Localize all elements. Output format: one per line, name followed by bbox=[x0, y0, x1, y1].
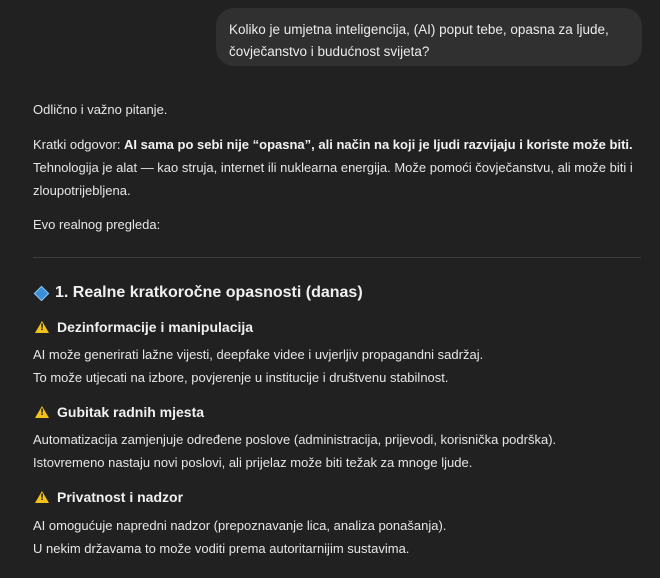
subsection-line: AI omogućuje napredni nadzor (prepoznavanje lica, analiza ponašanja). bbox=[33, 518, 447, 533]
short-answer-label: Kratki odgovor: bbox=[33, 137, 125, 152]
subsection-heading bbox=[33, 401, 204, 423]
section-heading bbox=[33, 280, 363, 306]
user-message-line: Koliko je umjetna inteligencija, (AI) poput tebe, opasna za ljude, bbox=[229, 22, 609, 37]
short-answer-rest: Tehnologija je alat — kao struja, internet ili nuklearna energija. Može pomoći čovječanstvu, ali može biti i zloupotrijebljena. bbox=[33, 160, 633, 198]
subsection-heading bbox=[33, 486, 183, 508]
subsection-heading bbox=[33, 316, 253, 338]
subsection-line: AI može generirati lažne vijesti, deepfake videe i uvjerljiv propagandni sadržaj. bbox=[33, 347, 484, 362]
warning-icon bbox=[35, 406, 49, 418]
intro-paragraph: Odlično i važno pitanje. bbox=[33, 102, 168, 117]
subsection-heading-text: Gubitak radnih mjesta bbox=[57, 404, 205, 420]
overview-paragraph: Evo realnog pregleda: bbox=[33, 217, 161, 232]
section-divider bbox=[33, 257, 641, 258]
subsection-line: Automatizacija zamjenjuje određene poslove (administracija, prijevodi, korisnička podrška). bbox=[33, 432, 557, 447]
subsection-line: U nekim državama to može voditi prema autoritarnijim sustavima. bbox=[33, 541, 410, 556]
short-answer-bold: AI sama po sebi nije “opasna”, ali način na koji je ljudi razvijaju i koriste može biti. bbox=[124, 137, 633, 152]
subsection-line: Istovremeno nastaju novi poslovi, ali prijelaz može biti težak za mnoge ljude. bbox=[33, 455, 473, 470]
user-message-bubble bbox=[216, 8, 642, 66]
warning-icon bbox=[35, 321, 49, 333]
blue-diamond-icon bbox=[34, 285, 50, 301]
user-message-line: čovječanstvo i budućnost svijeta? bbox=[229, 44, 430, 59]
section-heading-text: 1. Realne kratkoročne opasnosti (danas) bbox=[55, 284, 363, 301]
short-answer-paragraph bbox=[33, 133, 633, 202]
subsection-heading-text: Privatnost i nadzor bbox=[57, 489, 184, 505]
warning-icon bbox=[35, 491, 49, 503]
subsection-heading-text: Dezinformacije i manipulacija bbox=[57, 319, 254, 335]
subsection-line: To može utjecati na izbore, povjerenje u institucije i društvenu stabilnost. bbox=[33, 370, 449, 385]
